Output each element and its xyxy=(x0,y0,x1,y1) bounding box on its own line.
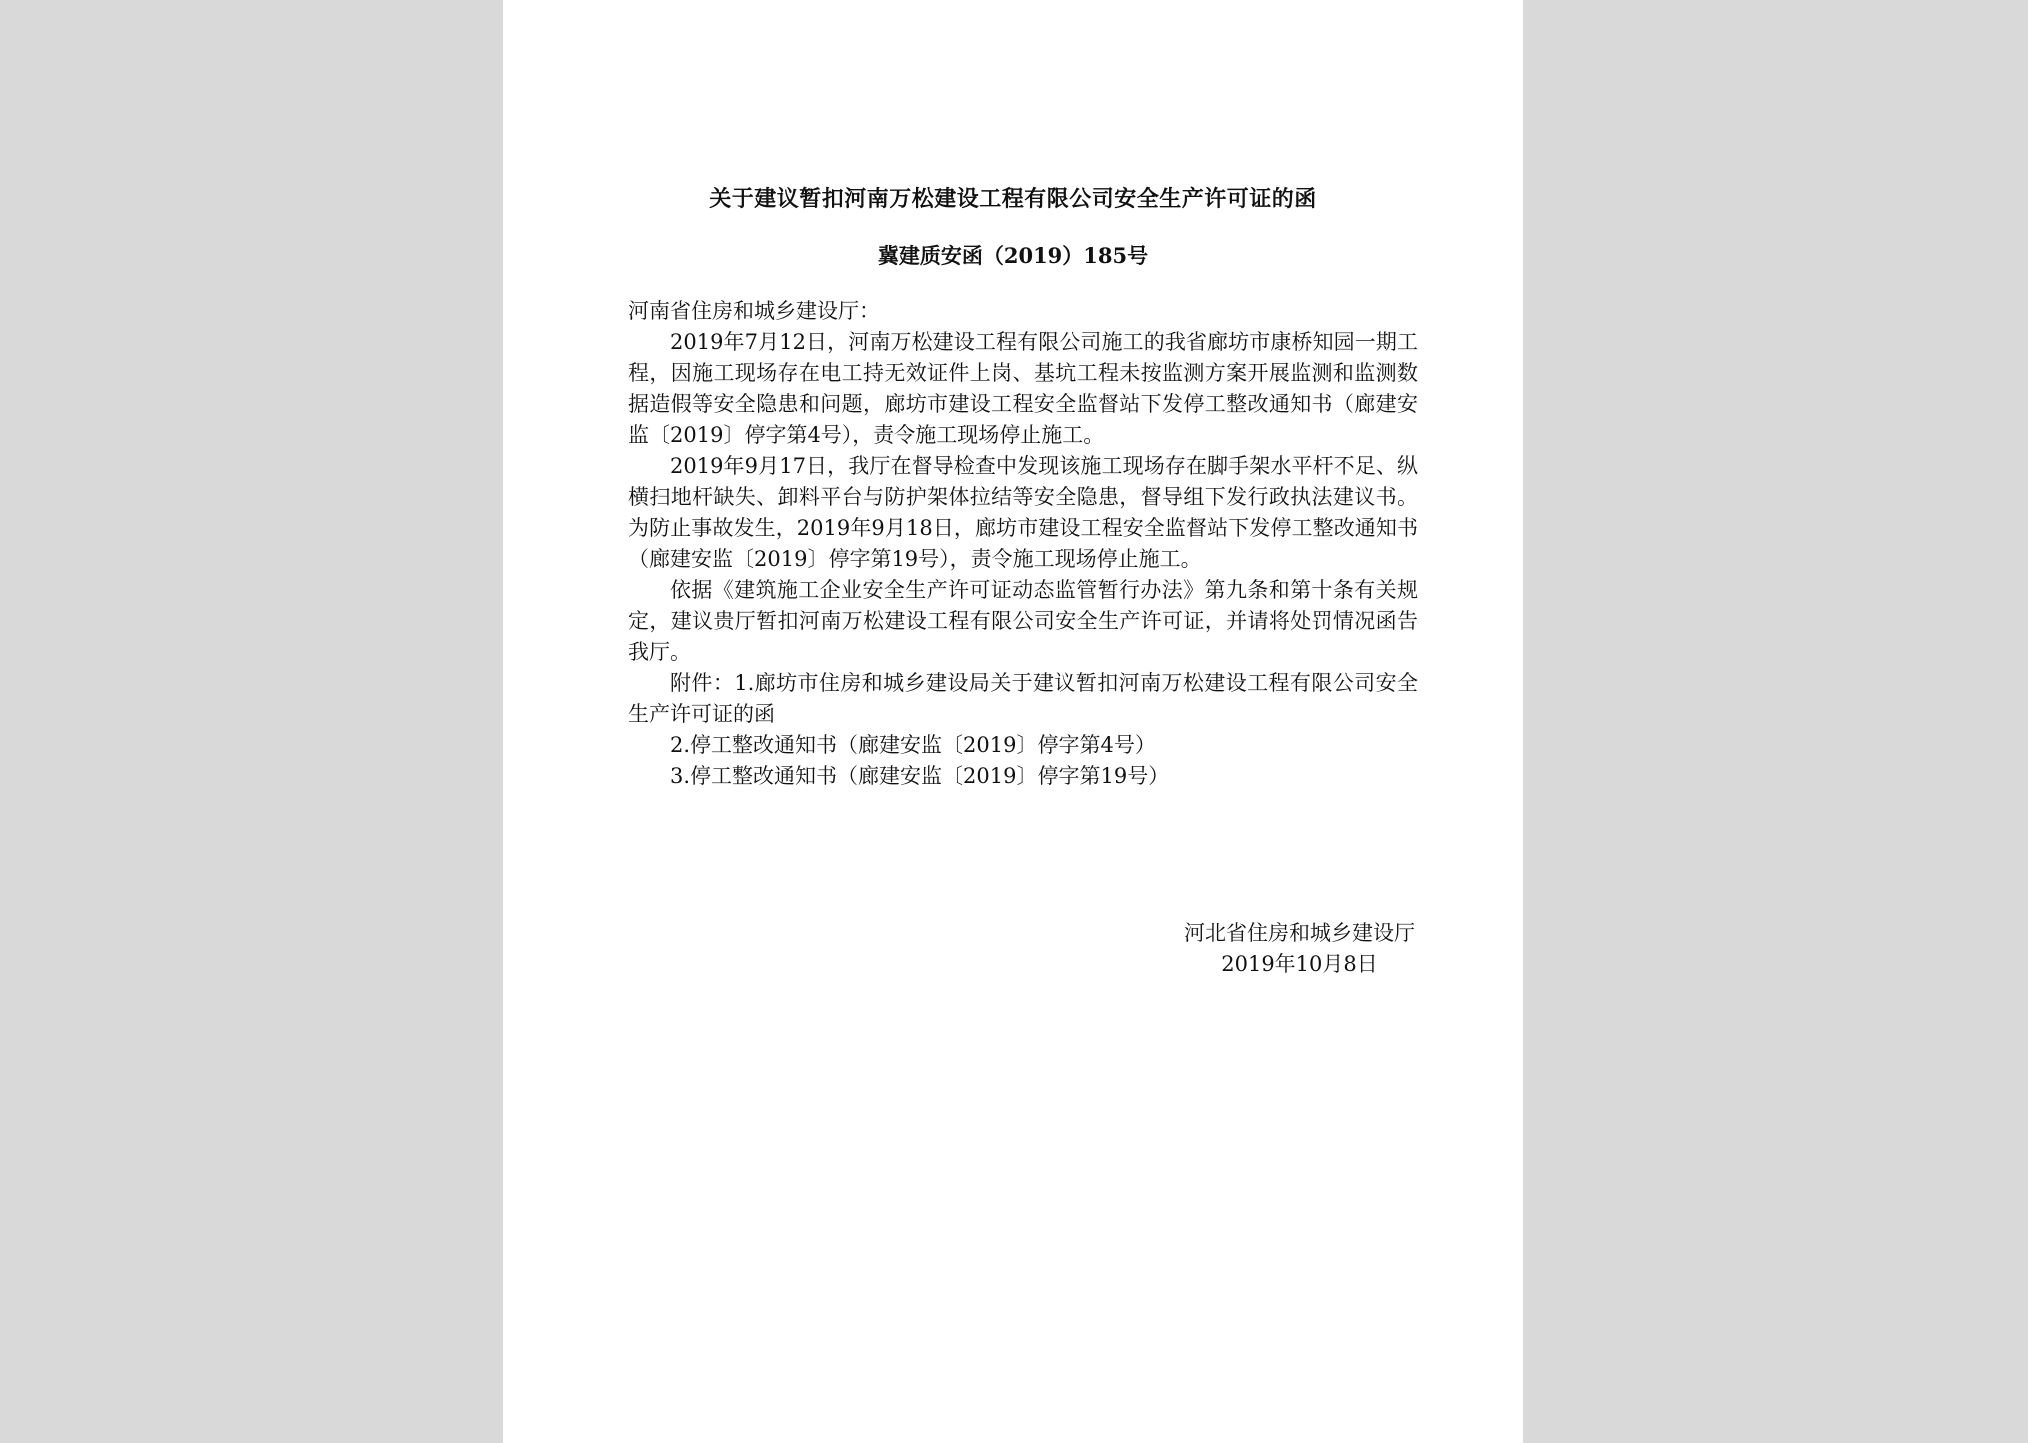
issuer-name: 河北省住房和城乡建设厅 xyxy=(1184,921,1415,945)
paragraph-3: 依据《建筑施工企业安全生产许可证动态监管暂行办法》第九条和第十条有关规定，建议贵厅暂扣河南万松建设工程有限公司安全生产许可证，并请将处罚情况函告我厅。 xyxy=(628,578,1418,664)
signature-block xyxy=(1184,918,1415,980)
attachment-2: 2.停工整改通知书（廊建安监〔2019〕停字第4号） xyxy=(670,733,1156,757)
paragraph-2: 2019年9月17日，我厅在督导检查中发现该施工现场存在脚手架水平杆不足、纵横扫地杆缺失、卸料平台与防护架体拉结等安全隐患，督导组下发行政执法建议书。为防止事故发生，2019年9月18日，廊坊市建设工程安全监督站下发停工整改通知书（廊建安监〔2019〕停字第19号），责令施工现场停止施工。 xyxy=(628,454,1418,571)
attachment-3: 3.停工整改通知书（廊建安监〔2019〕停字第19号） xyxy=(670,764,1170,788)
document-page xyxy=(503,0,1523,1443)
salutation: 河南省住房和城乡建设厅： xyxy=(628,299,880,323)
document-body xyxy=(628,296,1418,792)
document-title: 关于建议暂扣河南万松建设工程有限公司安全生产许可证的函 xyxy=(709,186,1317,212)
document-number: 冀建质安函（2019）185号 xyxy=(877,243,1149,268)
attachment-1: 附件：1.廊坊市住房和城乡建设局关于建议暂扣河南万松建设工程有限公司安全生产许可证的函 xyxy=(628,671,1418,726)
paragraph-1: 2019年7月12日，河南万松建设工程有限公司施工的我省廊坊市康桥知园一期工程，因施工现场存在电工持无效证件上岗、基坑工程未按监测方案开展监测和监测数据造假等安全隐患和问题，廊坊市建设工程安全监督站下发停工整改通知书（廊建安监〔2019〕停字第4号），责令施工现场停止施工。 xyxy=(628,330,1418,447)
issue-date: 2019年10月8日 xyxy=(1221,952,1378,976)
